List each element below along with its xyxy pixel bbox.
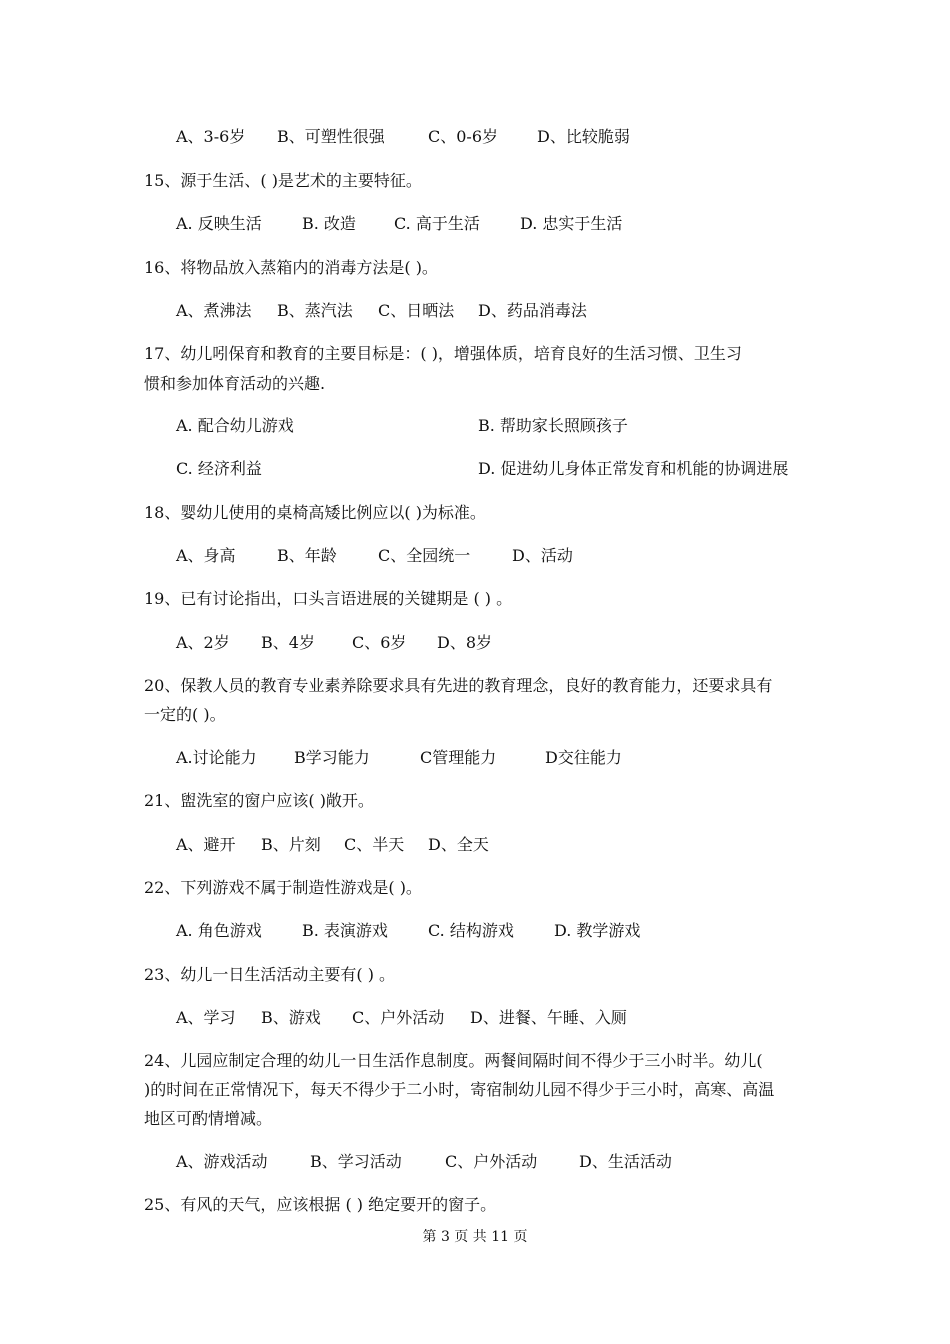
q22-option-a: A. 角色游戏 xyxy=(176,921,262,940)
q18-option-d: D、活动 xyxy=(512,546,573,565)
question-24-line-2: )的时间在正常情况下，每天不得少于二小时，寄宿制幼儿园不得少于三小时，高寒、高温 xyxy=(144,1080,775,1099)
q15-option-a: A. 反映生活 xyxy=(176,214,262,233)
q19-option-a: A、2岁 xyxy=(176,633,230,652)
q24-option-c: C、户外活动 xyxy=(445,1152,538,1171)
q22-option-c: C. 结构游戏 xyxy=(428,921,514,940)
q16-option-b: B、蒸汽法 xyxy=(277,301,353,320)
q14-option-d: D、比较脆弱 xyxy=(537,127,630,146)
q20-option-b: B学习能力 xyxy=(294,748,370,767)
question-21: 21、盥洗室的窗户应该( )敞开。 xyxy=(144,791,374,810)
q21-option-d: D、全天 xyxy=(428,835,489,854)
q21-option-c: C、半天 xyxy=(344,835,405,854)
question-24-line-1: 24、儿园应制定合理的幼儿一日生活作息制度。两餐间隔时间不得少于三小时半。幼儿( xyxy=(144,1051,763,1070)
q19-option-c: C、6岁 xyxy=(352,633,407,652)
q20-option-c: C管理能力 xyxy=(420,748,497,767)
q15-option-d: D. 忠实于生活 xyxy=(520,214,623,233)
question-19: 19、已有讨论指出，口头言语进展的关键期是 ( ) 。 xyxy=(144,589,513,608)
q17-option-c: C. 经济利益 xyxy=(176,459,262,478)
q24-option-d: D、生活活动 xyxy=(579,1152,672,1171)
q18-option-b: B、年龄 xyxy=(277,546,337,565)
q14-option-c: C、0-6岁 xyxy=(428,127,499,146)
q14-option-b: B、可塑性很强 xyxy=(277,127,385,146)
q20-option-d: D交往能力 xyxy=(545,748,622,767)
q18-option-c: C、全园统一 xyxy=(378,546,471,565)
q23-option-c: C、户外活动 xyxy=(352,1008,445,1027)
question-17-line-1: 17、幼儿吲保育和教育的主要目标是：( )，增强体质，培育良好的生活习惯、卫生习 xyxy=(144,344,742,363)
question-20-line-1: 20、保教人员的教育专业素养除要求具有先进的教育理念，良好的教育能力，还要求具有 xyxy=(144,676,773,695)
q23-option-b: B、游戏 xyxy=(261,1008,321,1027)
q21-option-a: A、避开 xyxy=(176,835,236,854)
q14-option-a: A、3-6岁 xyxy=(176,127,246,146)
page-footer: 第 3 页 共 11 页 xyxy=(422,1229,528,1245)
q15-option-b: B. 改造 xyxy=(302,214,356,233)
q17-option-d: D. 促进幼儿身体正常发育和机能的协调进展 xyxy=(478,459,789,478)
question-18: 18、婴幼儿使用的桌椅高矮比例应以( )为标准。 xyxy=(144,503,486,522)
q16-option-a: A、煮沸法 xyxy=(176,301,252,320)
q24-option-b: B、学习活动 xyxy=(310,1152,402,1171)
question-23: 23、幼儿一日生活活动主要有( ) 。 xyxy=(144,965,396,984)
q17-option-a: A. 配合幼儿游戏 xyxy=(176,416,294,435)
q19-option-b: B、4岁 xyxy=(261,633,315,652)
question-25: 25、有风的天气，应该根据 ( ) 绝定要开的窗子。 xyxy=(144,1195,497,1214)
q19-option-d: D、8岁 xyxy=(437,633,493,652)
q15-option-c: C. 高于生活 xyxy=(394,214,480,233)
q17-option-b: B. 帮助家长照顾孩子 xyxy=(478,416,628,435)
question-15: 15、源于生活、( )是艺术的主要特征。 xyxy=(144,171,422,190)
q16-option-c: C、日晒法 xyxy=(378,301,455,320)
question-20-line-2: 一定的( )。 xyxy=(144,705,226,724)
q22-option-d: D. 教学游戏 xyxy=(554,921,641,940)
q16-option-d: D、药品消毒法 xyxy=(478,301,587,320)
question-24-line-3: 地区可酌情增减。 xyxy=(144,1109,273,1128)
q18-option-a: A、身高 xyxy=(176,546,236,565)
q23-option-d: D、进餐、午睡、入厕 xyxy=(470,1008,627,1027)
q24-option-a: A、游戏活动 xyxy=(176,1152,268,1171)
question-22: 22、下列游戏不属于制造性游戏是( )。 xyxy=(144,878,422,897)
q20-option-a: A.讨论能力 xyxy=(176,748,257,767)
question-16: 16、将物品放入蒸箱内的消毒方法是( )。 xyxy=(144,258,438,277)
q21-option-b: B、片刻 xyxy=(261,835,321,854)
q22-option-b: B. 表演游戏 xyxy=(302,921,388,940)
q23-option-a: A、学习 xyxy=(176,1008,236,1027)
question-17-line-2: 惯和参加体育活动的兴趣. xyxy=(144,374,326,393)
